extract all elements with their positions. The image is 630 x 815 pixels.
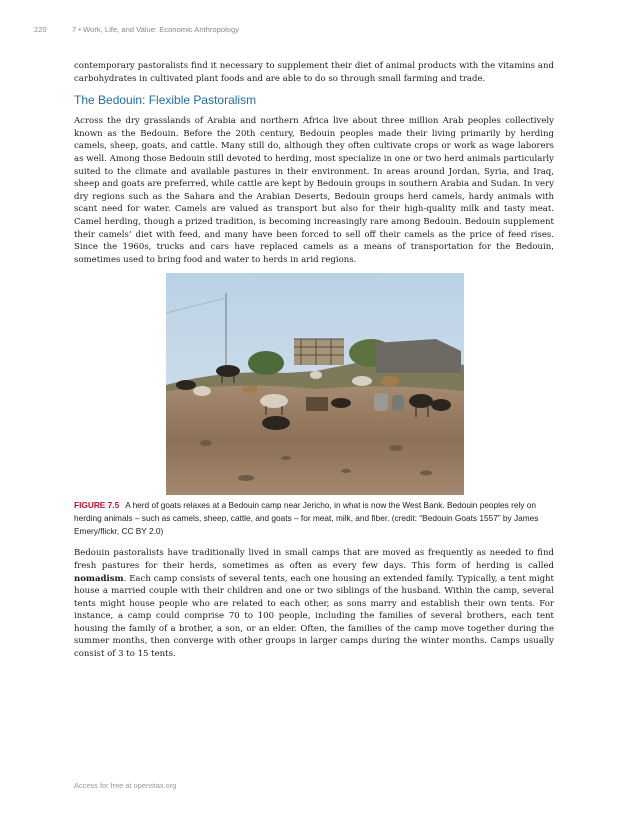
figure-caption <box>74 499 554 538</box>
page-content <box>74 60 554 661</box>
footer-link[interactable]: Access for free at openstax.org <box>74 781 177 790</box>
camps-paragraph-end: . Each camp consists of several tents, each one housing an extended family. Typically, a tent might house a married couple with their children and one or two siblings of the husband. Within the camp, several tents might house people who are related to each other, as sons marry and establish their own tents. For instance, a camp could comprise 70 to 100 people, including the families of several brothers, each tent housing the family of a brother, a son, or an elder. Often, the families of the camp move together during the summer months, then converge with other groups in larger camps during the winter months. Camps usually consist of 3 to 15 tents. <box>74 573 554 660</box>
goats-camp-photo <box>166 273 464 495</box>
bedouin-paragraph: Across the dry grasslands of Arabia and northern Africa live about three million Arab peoples collectively known as the Bedouin. Before the 20th century, Bedouin peoples made their living primarily by herding camels, sheep, goats, and cattle. Many still do, although they often cultivate crops or work as wage laborers as well. Among those Bedouin still devoted to herding, most specialize in one or two herd animals particularly suited to the climate and available pastures in their environment. In areas around Jordan, Syria, and Iraq, sheep and goats are preferred, while cattle are kept by Bedouin groups in southern Arabia and Sudan. In very dry regions such as the Sahara and the Arabian Deserts, Bedouin groups herd camels, hardy animals with scant need for water. Camels are valued as transport but also for their high-quality milk and tasty meat. Camel herding, though a prized tradition, is becoming increasingly rare among Bedouin. Bedouin supplement their camels’ diet with feed, and many have been forced to sell off their camels as the price of feed rises. Since the 1960s, trucks and cars have replaced camels as a means of transportation for the Bedouin, sometimes used to bring food and water to herds in arid regions. <box>74 116 554 265</box>
page-number: 220 <box>34 25 47 34</box>
intro-paragraph: contemporary pastoralists find it necessary to supplement their diet of animal products with the vitamins and carbohydrates in cultivated plant foods and are able to do so through small farming and trade. <box>74 61 554 84</box>
figure-photo <box>166 273 464 495</box>
camps-paragraph <box>74 547 554 660</box>
figure-caption-text: A herd of goats relaxes at a Bedouin camp near Jericho, in what is now the West Bank. Bedouin peoples rely on herding animals – such as camels, sheep, cattle, and goats – for meat, milk, and fiber. (credit: “Bedouin Goats 1557” by James Emery/flickr, CC BY 2.0) <box>74 500 539 537</box>
figure-label: FIGURE 7.5 <box>74 500 120 511</box>
key-term-nomadism: nomadism <box>74 573 124 584</box>
section-heading: The Bedouin: Flexible Pastoralism <box>74 93 257 108</box>
chapter-title: 7 • Work, Life, and Value: Economic Anthropology <box>72 25 240 34</box>
running-head <box>34 25 239 34</box>
camps-paragraph-start: Bedouin pastoralists have traditionally lived in small camps that are moved as frequently as needed to find fresh pastures for their herds, sometimes as often as every few days. This form of herding is called <box>74 548 554 571</box>
